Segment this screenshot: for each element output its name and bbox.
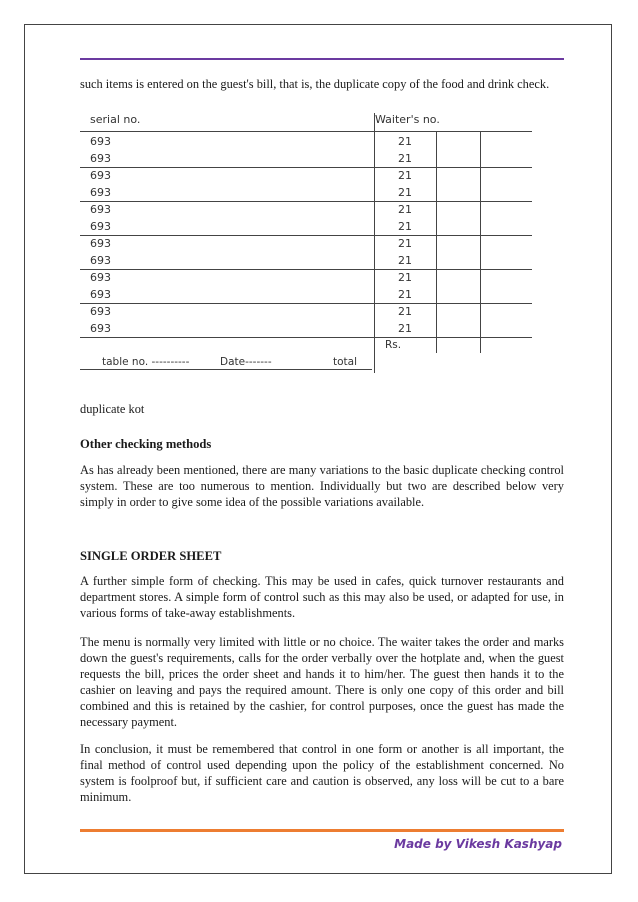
kot-waiter-cell: 21 [398, 305, 412, 318]
duplicate-kot-figure [80, 113, 536, 373]
kot-bottom-line [80, 369, 372, 370]
kot-waiter-cell: 21 [398, 169, 412, 182]
kot-divider-left [374, 113, 375, 373]
kot-waiter-cell: 21 [398, 135, 412, 148]
kot-divider-right [480, 131, 481, 353]
kot-serial-cell: 693 [90, 271, 111, 284]
kot-row-line [80, 303, 532, 304]
kot-waiter-cell: 21 [398, 271, 412, 284]
kot-waiter-cell: 21 [398, 288, 412, 301]
kot-waiter-cell: 21 [398, 203, 412, 216]
kot-waiter-cell: 21 [398, 322, 412, 335]
kot-row-line [80, 167, 532, 168]
paragraph-other-checking: As has already been mentioned, there are many variations to the basic duplicate checking control system. These are too numerous to mention. Individually but two are described below very simply in order to give some idea of the possible variations available. [80, 463, 564, 509]
kot-serial-cell: 693 [90, 254, 111, 267]
serial-no-header: serial no. [90, 113, 141, 126]
figure-caption: duplicate kot [80, 402, 145, 416]
kot-serial-cell: 693 [90, 220, 111, 233]
kot-header-line [80, 131, 532, 132]
kot-serial-cell: 693 [90, 288, 111, 301]
kot-serial-cell: 693 [90, 305, 111, 318]
kot-serial-cell: 693 [90, 186, 111, 199]
kot-waiter-cell: 21 [398, 237, 412, 250]
total-label: total [333, 356, 358, 368]
kot-row-line [80, 201, 532, 202]
heading-single-order-sheet: SINGLE ORDER SHEET [80, 549, 222, 563]
kot-serial-cell: 693 [90, 169, 111, 182]
waiters-no-header: Waiter's no. [375, 113, 440, 126]
footer-credit: Made by Vikesh Kashyap [394, 837, 562, 851]
kot-serial-cell: 693 [90, 203, 111, 216]
rs-label: Rs. [385, 339, 402, 351]
kot-row-line [80, 337, 532, 338]
intro-paragraph: such items is entered on the guest's bill, that is, the duplicate copy of the food and drink check. [80, 77, 550, 91]
kot-waiter-cell: 21 [398, 152, 412, 165]
kot-row-line [80, 235, 532, 236]
paragraph-single-1: A further simple form of checking. This may be used in cafes, quick turnover restaurants and department stores. A simple form of control such as this may also be used, or adapted for use, in various forms of take-away establishments. [80, 574, 564, 620]
kot-divider-mid [436, 131, 437, 353]
heading-other-checking: Other checking methods [80, 437, 212, 451]
kot-waiter-cell: 21 [398, 254, 412, 267]
paragraph-single-2: The menu is normally very limited with little or no choice. The waiter takes the order and marks down the guest's requirements, calls for the order verbally over the hotplate and, when the guest requests the bill, prices the order sheet and hands it to him/her. The guest then hands it to the cashier on leaving and pays the required amount. There is only one copy of this order and bill combined and this is retained by the cashier, for control purposes, once the guest has made the necessary payment. [80, 635, 564, 729]
kot-serial-cell: 693 [90, 152, 111, 165]
kot-row-line [80, 269, 532, 270]
table-no-label: table no. ---------- [102, 356, 190, 368]
date-label: Date------- [220, 356, 272, 368]
kot-serial-cell: 693 [90, 135, 111, 148]
kot-serial-cell: 693 [90, 322, 111, 335]
header-rule [80, 58, 564, 60]
footer-rule [80, 829, 564, 832]
kot-waiter-cell: 21 [398, 220, 412, 233]
kot-waiter-cell: 21 [398, 186, 412, 199]
paragraph-conclusion: In conclusion, it must be remembered that control in one form or another is all important, the final method of control used depending upon the policy of the establishment concerned. No system is foolproof but, if sufficient care and caution is observed, any loss will be cut to a bare minimum. [80, 742, 564, 804]
kot-serial-cell: 693 [90, 237, 111, 250]
